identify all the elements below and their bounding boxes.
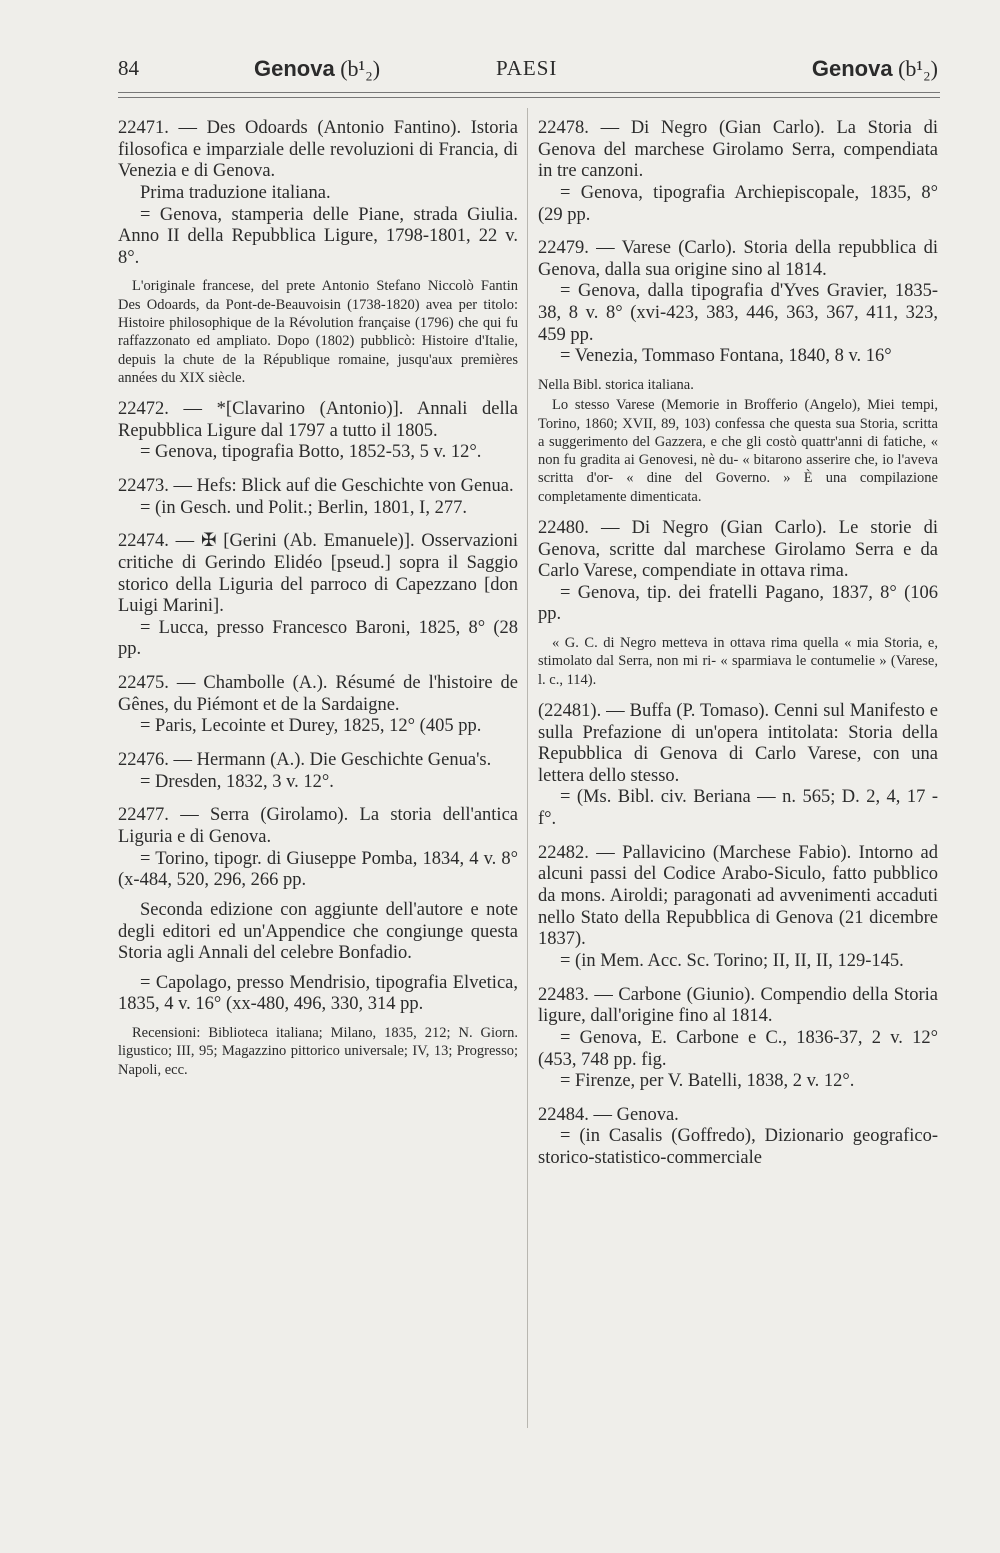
entry-22482 — [538, 843, 938, 973]
entry-imprint: = Firenze, per V. Batelli, 1838, 2 v. 12°. — [560, 1071, 855, 1092]
entry-note: Recensioni: Biblioteca italiana; Milano, 1835, 212; N. Giorn. ligustico; III, 95; Magazzino pittorico universale; IV, 13; Progresso; Napoli, ecc. — [118, 1025, 518, 1078]
entry-imprint: = Genova, tipografia Botto, 1852-53, 5 v. 12°. — [140, 442, 482, 463]
right-column — [538, 118, 938, 1182]
entry-22474 — [118, 531, 518, 661]
entry-22471 — [118, 118, 518, 387]
header-left-title: Genova — [254, 56, 335, 81]
entry-22478 — [538, 118, 938, 226]
entry-22479 — [538, 238, 938, 506]
entry-imprint: = Lucca, presso Francesco Baroni, 1825, 8° (28 pp. — [118, 617, 518, 660]
entry-title: 22483. — Carbone (Giunio). Compendio della Storia ligure, dall'origine fino al 1814. — [538, 984, 938, 1027]
entry-title: 22479. — Varese (Carlo). Storia della repubblica di Genova, dalla sua origine sino al 1814. — [538, 238, 938, 280]
entry-note: Lo stesso Varese (Memorie in Brofferio (Angelo), Miei tempi, Torino, 1860; XVII, 89, 103) confessa che questa sua Storia, scritta a suggerimento del Gazzera, e che gli costò quattr'anni di fatiche, « non fu gradita ai Genovesi, nè du- « bitarono asserire che, io l'aveva scritta d'or- « dine del Governo. » È una compilazione completamente dimenticata. — [538, 397, 938, 505]
entry-title: 22480. — Di Negro (Gian Carlo). Le storie di Genova, scritte dal marchese Girolamo Serra e da Carlo Varese, compendiate in ottava rima. — [538, 517, 938, 582]
entry-imprint: = (Ms. Bibl. civ. Beriana — n. 565; D. 2, 4, 17 - f°. — [538, 787, 938, 830]
entry-title: 22484. — Genova. — [538, 1104, 679, 1125]
entry-imprint: = (in Casalis (Goffredo), Dizionario geografico-storico-statistico-commerciale — [538, 1126, 938, 1169]
page-number: 84 — [118, 56, 139, 80]
header-rule-double — [118, 97, 940, 98]
entry-imprint: = (in Gesch. und Polit.; Berlin, 1801, I, 277. — [140, 497, 467, 518]
entry-title: 22474. — ✠ [Gerini (Ab. Emanuele)]. Osservazioni critiche di Gerindo Elidéo [pseud.] sopra il Saggio storico della Liguria del parroco di Capezzano [don Luigi Marini]. — [118, 531, 518, 617]
entry-imprint: = Paris, Lecointe et Durey, 1825, 12° (405 pp. — [140, 716, 482, 737]
entry-22481 — [538, 701, 938, 831]
left-column — [118, 118, 518, 1091]
column-divider — [527, 108, 528, 1428]
entry-imprint: = Genova, stamperia delle Piane, strada Giulia. Anno II della Repubblica Ligure, 1798-1801, 22 v. 8°. — [118, 204, 518, 268]
entry-title: 22476. — Hermann (A.). Die Geschichte Genua's. — [118, 750, 492, 771]
entry-imprint: = Genova, tipografia Archiepiscopale, 1835, 8° (29 pp. — [538, 182, 938, 225]
entry-imprint: = Genova, tip. dei fratelli Pagano, 1837, 8° (106 pp. — [538, 582, 938, 625]
entry-imprint: = Torino, tipogr. di Giuseppe Pomba, 1834, 4 v. 8° (x-484, 520, 296, 266 pp. — [118, 848, 518, 891]
entry-title: 22477. — Serra (Girolamo). La storia dell'antica Liguria e di Genova. — [118, 805, 518, 847]
running-header — [118, 56, 938, 92]
entry-note: « G. C. di Negro metteva in ottava rima quella « mia Storia, e, stimolato dal Serra, non mi ri- « sparmiava le contumelie » (Varese, l. c., 114). — [538, 635, 938, 688]
entry-title: 22475. — Chambolle (A.). Résumé de l'histoire de Gênes, du Piémont et de la Sardaigne. — [118, 673, 518, 715]
header-rule — [118, 92, 940, 93]
entry-line: Prima traduzione italiana. — [140, 182, 331, 203]
entry-imprint: = (in Mem. Acc. Sc. Torino; II, II, II, 129-145. — [560, 950, 904, 971]
entry-22473 — [118, 476, 518, 519]
entry-22484 — [538, 1105, 938, 1170]
entry-note-head: Nella Bibl. storica italiana. — [538, 377, 694, 394]
entry-22483 — [538, 985, 938, 1093]
entry-imprint: = Genova, E. Carbone e C., 1836-37, 2 v. 12° (453, 748 pp. fig. — [538, 1027, 938, 1070]
entry-22476 — [118, 750, 518, 793]
header-left-sub: (b¹₂) — [334, 56, 381, 81]
entry-title: 22471. — Des Odoards (Antonio Fantino). Istoria filosofica e imparziale delle revoluzioni di Francia, di Venezia e di Genova. — [118, 118, 518, 182]
entry-line: Seconda edizione con aggiunte dell'autore e note degli editori ed un'Appendice che congiunge questa Storia agli Annali del celebre Bonfadio. — [118, 899, 518, 964]
header-center: PAESI — [496, 56, 558, 80]
entry-imprint: = Genova, dalla tipografia d'Yves Gravier, 1835-38, 8 v. 8° (xvi-423, 383, 446, 363, 367, 411, 323, 459 pp. — [538, 281, 938, 345]
entry-22480 — [538, 518, 938, 689]
entry-imprint: = Dresden, 1832, 3 v. 12°. — [140, 771, 334, 792]
entry-title: 22472. — *[Clavarino (Antonio)]. Annali della Repubblica Ligure dal 1797 a tutto il 1805. — [118, 399, 518, 441]
entry-title: 22478. — Di Negro (Gian Carlo). La Storia di Genova del marchese Girolamo Serra, compendiata in tre canzoni. — [538, 118, 938, 182]
entry-imprint: = Capolago, presso Mendrisio, tipografia Elvetica, 1835, 4 v. 16° (xx-480, 496, 330, 314 pp. — [118, 972, 518, 1015]
entry-22477 — [118, 805, 518, 1079]
entry-title: 22482. — Pallavicino (Marchese Fabio). Intorno ad alcuni passi del Codice Arabo-Siculo, fatto pubblico da mons. Airoldi; paragonati ad avvenimenti accaduti nello Stato della Repubblica di Genova (21 dicembre 1837). — [538, 842, 938, 950]
entry-imprint: = Venezia, Tommaso Fontana, 1840, 8 v. 16° — [560, 346, 892, 367]
entry-22472 — [118, 399, 518, 464]
header-right-sub: (b¹₂) — [892, 56, 938, 81]
header-left — [254, 56, 380, 82]
entry-title: 22473. — Hefs: Blick auf die Geschichte von Genua. — [118, 476, 514, 496]
header-right — [812, 56, 938, 82]
header-right-title: Genova — [811, 56, 893, 81]
entry-title: (22481). — Buffa (P. Tomaso). Cenni sul Manifesto e sulla Prefazione di un'opera intitolata: Storia della Repubblica di Genova di Carlo Varese, con una lettera dello stesso. — [538, 700, 938, 786]
entry-note: L'originale francese, del prete Antonio Stefano Niccolò Fantin Des Odoards, da Pont-de-Beauvoisin (1738-1820) avea per titolo: Histoire philosophique de la Révolution française (1796) che qui fu raffazzonato ed ampliato. Dopo (1802) pubblicò: Histoire d'Italie, depuis la chute de la République romaine, jusqu'aux premières années du XIX siècle. — [118, 278, 518, 386]
entry-22475 — [118, 673, 518, 738]
